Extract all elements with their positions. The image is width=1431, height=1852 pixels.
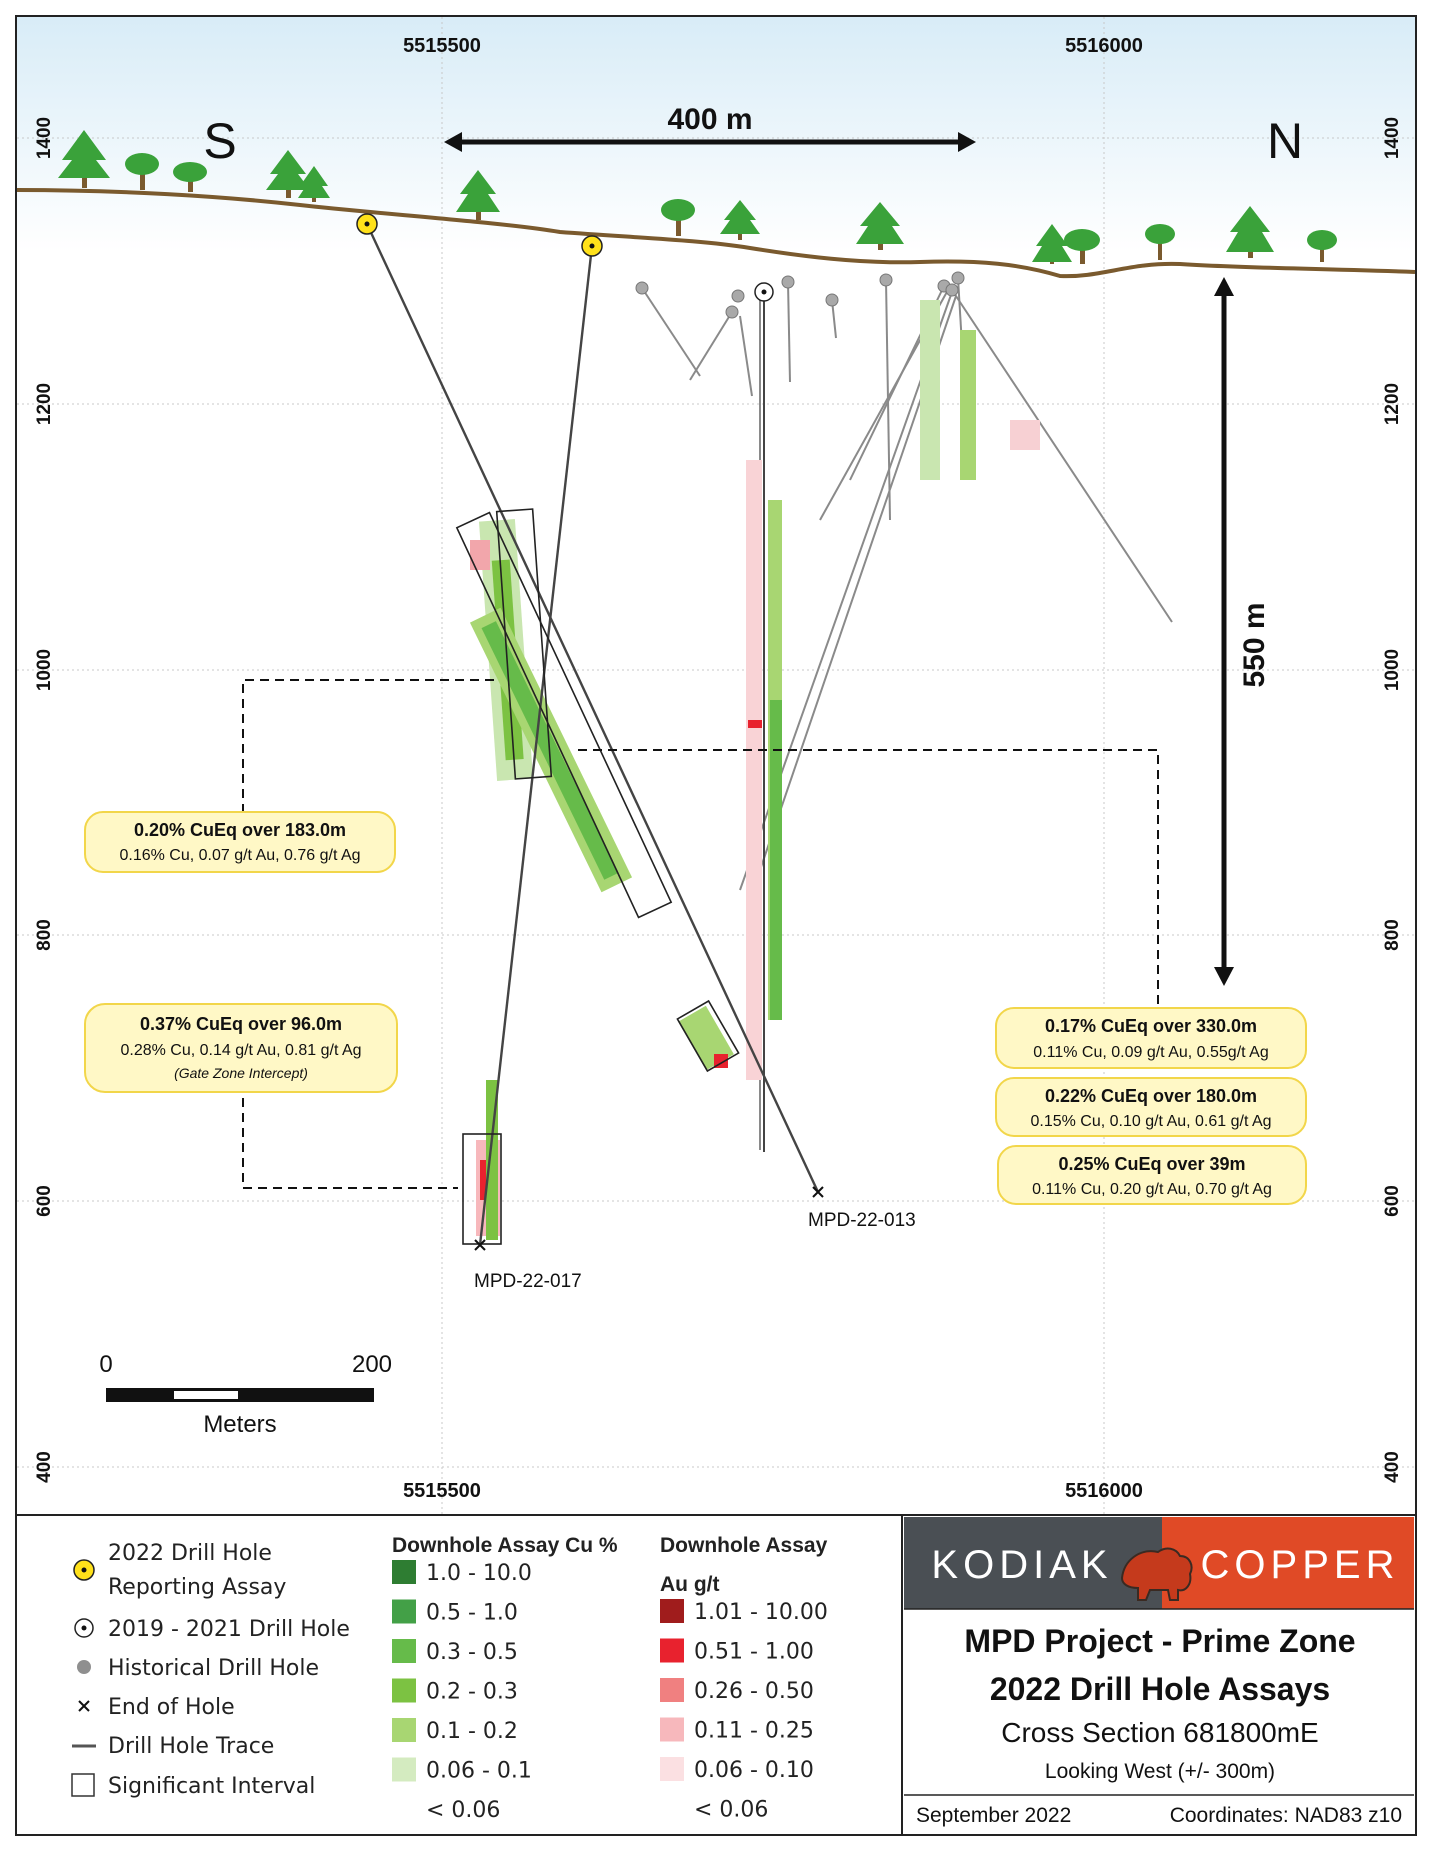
callout-4-detail: 0.15% Cu, 0.10 g/t Au, 0.61 g/t Ag: [1030, 1113, 1272, 1130]
depth-arrow-label: 550 m: [1238, 602, 1271, 688]
legend-cu-swatch: [392, 1758, 416, 1782]
callout-3-headline: 0.17% CuEq over 330.0m: [1044, 1016, 1258, 1036]
legend-trace-label: Drill Hole Trace: [108, 1734, 275, 1759]
legend-au-swatch: [660, 1599, 684, 1623]
callout-5-headline: 0.25% CuEq over 39m: [1058, 1154, 1246, 1174]
legend-au-swatch: [660, 1639, 684, 1663]
historical-collar-icon: [782, 276, 794, 288]
compass-south-label: S: [203, 113, 237, 169]
elev-right-1000: 1000: [1382, 648, 1403, 692]
legend-cu-label: 0.1 - 0.2: [426, 1719, 518, 1744]
historical-collar-icon: [880, 274, 892, 286]
historical-collar-icon: [636, 282, 648, 294]
legend-cu-label: 1.0 - 10.0: [426, 1561, 532, 1586]
legend-2022-line2: Reporting Assay: [108, 1575, 287, 1600]
legend-au-label: 0.26 - 0.50: [694, 1679, 814, 1704]
historical-collar-icon: [826, 294, 838, 306]
callout-2-note: (Gate Zone Intercept): [174, 1065, 308, 1081]
callout-1: [85, 812, 395, 872]
legend-cu-label: 0.5 - 1.0: [426, 1600, 518, 1626]
elev-right-1200: 1200: [1382, 382, 1403, 426]
hole-label-mpd-22-013: MPD-22-013: [808, 1210, 916, 1231]
elev-right-1400: 1400: [1382, 116, 1403, 160]
coordinates-label: Coordinates: NAD83 z10: [1169, 1804, 1402, 1827]
legend-cu-swatch: [392, 1560, 416, 1584]
legend-interval-icon: [72, 1774, 94, 1796]
historical-collar-icon: [732, 290, 744, 302]
legend-historical-label: Historical Drill Hole: [108, 1656, 320, 1681]
brand-left-text: KODIAK: [931, 1543, 1113, 1587]
elev-left-1000: 1000: [34, 648, 55, 692]
legend-cu-swatch: [392, 1679, 416, 1703]
legend-2022-line1: 2022 Drill Hole: [108, 1541, 272, 1566]
legend-cu-swatch: [392, 1600, 416, 1624]
callout-2: [85, 1004, 397, 1092]
elev-right-600: 600: [1382, 1185, 1403, 1217]
scale-bar-end: 200: [351, 1351, 393, 1378]
legend-au-swatch: [660, 1678, 684, 1702]
legend-interval-label: Significant Interval: [108, 1774, 316, 1799]
legend-au-swatch: [660, 1718, 684, 1742]
legend-au-label: 1.01 - 10.00: [694, 1600, 828, 1625]
historical-collar-icon: [952, 272, 964, 284]
legend-end-of-hole-label: End of Hole: [108, 1695, 235, 1720]
callout-4: [996, 1078, 1306, 1136]
date-label: September 2022: [916, 1804, 1072, 1827]
callout-1-headline: 0.20% CuEq over 183.0m: [133, 820, 347, 840]
callout-4-headline: 0.22% CuEq over 180.0m: [1044, 1086, 1258, 1106]
northing-top-1: 5515500: [403, 35, 481, 57]
elev-left-1200: 1200: [34, 382, 55, 426]
callout-3-detail: 0.11% Cu, 0.09 g/t Au, 0.55g/t Ag: [1033, 1044, 1269, 1061]
legend-2019-label: 2019 - 2021 Drill Hole: [108, 1617, 350, 1642]
legend-historical-icon: [77, 1660, 91, 1674]
legend-cu-label: < 0.06: [426, 1798, 501, 1823]
elev-left-1400: 1400: [34, 116, 55, 160]
legend-cu-title: Downhole Assay Cu %: [392, 1534, 618, 1557]
northing-bottom-2: 5516000: [1065, 1480, 1143, 1502]
title-block: [902, 1515, 1416, 1835]
callout-2-headline: 0.37% CuEq over 96.0m: [139, 1014, 343, 1034]
elev-left-600: 600: [34, 1185, 55, 1217]
project-subtitle: 2022 Drill Hole Assays: [989, 1671, 1331, 1707]
historical-collar-icon: [946, 284, 958, 296]
legend-au-label: 0.11 - 0.25: [694, 1718, 814, 1744]
northing-bottom-1: 5515500: [403, 1480, 481, 1502]
legend-cu-swatch: [392, 1639, 416, 1663]
elev-left-800: 800: [34, 919, 55, 951]
elev-right-400: 400: [1382, 1451, 1403, 1483]
brand-right-text: COPPER: [1200, 1543, 1400, 1587]
compass-north-label: N: [1266, 113, 1304, 169]
callout-5-detail: 0.11% Cu, 0.20 g/t Au, 0.70 g/t Ag: [1032, 1181, 1272, 1198]
legend-au-swatch: [660, 1757, 684, 1781]
elev-left-400: 400: [34, 1451, 55, 1483]
northing-top-2: 5516000: [1065, 35, 1143, 57]
historical-collar-icon: [726, 306, 738, 318]
hole-label-mpd-22-017: MPD-22-017: [474, 1271, 582, 1292]
legend-au-title-1: Downhole Assay: [660, 1534, 828, 1557]
project-title: MPD Project - Prime Zone: [964, 1623, 1356, 1659]
scale-bar-unit: Meters: [203, 1411, 277, 1438]
callout-2-detail: 0.28% Cu, 0.14 g/t Au, 0.81 g/t Ag: [120, 1042, 362, 1059]
legend-cu-swatch: [392, 1718, 416, 1742]
view-label: Looking West (+/- 300m): [1044, 1760, 1276, 1783]
legend-cu-label: 0.06 - 0.1: [426, 1758, 532, 1784]
callout-5: [998, 1146, 1306, 1204]
legend-cu-label: 0.2 - 0.3: [426, 1679, 518, 1705]
callout-1-detail: 0.16% Cu, 0.07 g/t Au, 0.76 g/t Ag: [119, 847, 361, 864]
legend-au-label: 0.51 - 1.00: [694, 1639, 814, 1665]
elev-right-800: 800: [1382, 919, 1403, 951]
legend-cu-label: 0.3 - 0.5: [426, 1640, 518, 1665]
callout-3: [996, 1008, 1306, 1068]
legend-au-title-2: Au g/t: [660, 1573, 720, 1596]
width-arrow-label: 400 m: [667, 103, 753, 136]
legend-au-label: 0.06 - 0.10: [694, 1758, 814, 1783]
cross-section-label: Cross Section 681800mE: [1001, 1717, 1319, 1748]
legend-au-label: < 0.06: [694, 1797, 769, 1823]
scale-bar-start: 0: [99, 1351, 113, 1378]
